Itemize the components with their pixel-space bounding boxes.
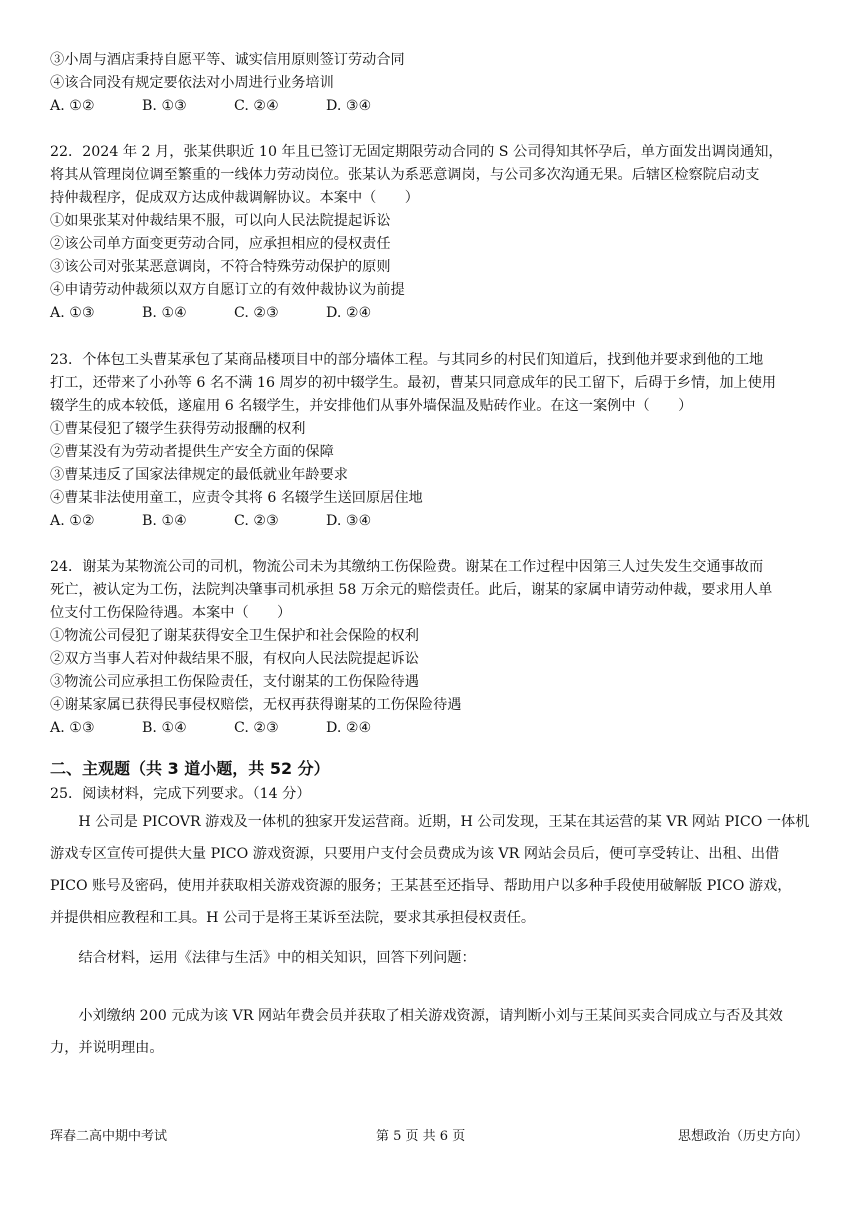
option-statement: ①物流公司侵犯了谢某获得安全卫生保护和社会保险的权利	[50, 628, 419, 644]
question-25-heading: 25．阅读材料，完成下列要求。（14 分）	[50, 786, 311, 802]
option-statement: ③小周与酒店秉持自愿平等、诚实信用原则签订劳动合同	[50, 52, 405, 68]
footer-subject: 思想政治（历史方向）	[677, 1129, 808, 1144]
choice-d[interactable]: D. ③④	[326, 513, 372, 529]
choice-c[interactable]: C. ②④	[234, 98, 279, 114]
question-paragraph: 力，并说明理由。	[50, 1040, 164, 1056]
question-23-stem: 23．个体包工头曹某承包了某商品楼项目中的部分墙体工程。与其同乡的村民们知道后，找到他并要求到他的工地	[50, 352, 764, 368]
question-24-stem: 位支付工伤保险待遇。本案中（ ）	[50, 605, 292, 621]
instruction-paragraph: 结合材料，运用《法律与生活》中的相关知识，回答下列问题：	[50, 950, 476, 966]
option-statement: ②该公司单方面变更劳动合同，应承担相应的侵权责任	[50, 236, 391, 252]
answer-choices	[50, 511, 418, 531]
footer-page-number: 第 5 页 共 6 页	[376, 1129, 466, 1144]
material-paragraph: PICO 账号及密码，使用并获取相关游戏资源的服务；王某甚至还指导、帮助用户以多种手段使用破解版 PICO 游戏，	[50, 878, 792, 894]
material-paragraph: 并提供相应教程和工具。H 公司于是将王某诉至法院，要求其承担侵权责任。	[50, 910, 536, 926]
question-24-stem: 24．谢某为某物流公司的司机，物流公司未为其缴纳工伤保险费。谢某在工作过程中因第三人过失发生交通事故而	[50, 559, 764, 575]
option-statement: ④该合同没有规定要依法对小周进行业务培训	[50, 75, 334, 91]
choice-a[interactable]: A. ①③	[50, 305, 95, 321]
material-paragraph: 游戏专区宣传可提供大量 PICO 游戏资源，只要用户支付会员费成为该 VR 网站会员后，便可享受转让、出租、出借	[50, 846, 780, 862]
question-22-stem: 持仲裁程序，促成双方达成仲裁调解协议。本案中（ ）	[50, 190, 419, 206]
answer-choices	[50, 96, 418, 116]
option-statement: ③物流公司应承担工伤保险责任，支付谢某的工伤保险待遇	[50, 674, 419, 690]
option-statement: ②曹某没有为劳动者提供生产安全方面的保障	[50, 444, 334, 460]
option-statement: ①如果张某对仲裁结果不服，可以向人民法院提起诉讼	[50, 213, 391, 229]
answer-choices	[50, 303, 418, 323]
option-statement: ④申请劳动仲裁须以双方自愿订立的有效仲裁协议为前提	[50, 282, 405, 298]
choice-a[interactable]: A. ①②	[50, 513, 95, 529]
choice-a[interactable]: A. ①②	[50, 98, 95, 114]
choice-d[interactable]: D. ②④	[326, 305, 372, 321]
option-statement: ④曹某非法使用童工，应责令其将 6 名辍学生送回原居住地	[50, 490, 423, 506]
choice-c[interactable]: C. ②③	[234, 513, 279, 529]
choice-b[interactable]: B. ①④	[142, 720, 187, 736]
choice-b[interactable]: B. ①④	[142, 305, 187, 321]
option-statement: ③该公司对张某恶意调岗，不符合特殊劳动保护的原则	[50, 259, 391, 275]
choice-c[interactable]: C. ②③	[234, 720, 279, 736]
material-paragraph: H 公司是 PICOVR 游戏及一体机的独家开发运营商。近期，H 公司发现，王某在其运营的某 VR 网站 PICO 一体机	[50, 814, 810, 830]
choice-b[interactable]: B. ①③	[142, 98, 187, 114]
option-statement: ③曹某违反了国家法律规定的最低就业年龄要求	[50, 467, 348, 483]
answer-choices	[50, 718, 418, 738]
choice-d[interactable]: D. ②④	[326, 720, 372, 736]
option-statement: ②双方当事人若对仲裁结果不服，有权向人民法院提起诉讼	[50, 651, 419, 667]
footer-school: 珲春二高中期中考试	[50, 1129, 168, 1144]
option-statement: ④谢某家属已获得民事侵权赔偿，无权再获得谢某的工伤保险待遇	[50, 697, 462, 713]
question-24-stem: 死亡，被认定为工伤，法院判决肇事司机承担 58 万余元的赔偿责任。此后，谢某的家属申请劳动仲裁，要求用人单	[50, 582, 773, 598]
question-paragraph: 小刘缴纳 200 元成为该 VR 网站年费会员并获取了相关游戏资源，请判断小刘与王某间买卖合同成立与否及其效	[50, 1008, 783, 1024]
choice-d[interactable]: D. ③④	[326, 98, 372, 114]
choice-a[interactable]: A. ①③	[50, 720, 95, 736]
question-22-stem: 将其从管理岗位调至繁重的一线体力劳动岗位。张某认为系恶意调岗，与公司多次沟通无果。后辖区检察院启动支	[50, 167, 760, 183]
question-23-stem: 辍学生的成本较低，遂雇用 6 名辍学生，并安排他们从事外墙保温及贴砖作业。在这一案例中（ ）	[50, 398, 693, 414]
choice-c[interactable]: C. ②③	[234, 305, 279, 321]
question-22-stem: 22．2024 年 2 月，张某供职近 10 年且已签订无固定期限劳动合同的 S 公司得知其怀孕后，单方面发出调岗通知，	[50, 144, 783, 160]
section-title: 二、主观题（共 3 道小题，共 52 分）	[50, 759, 330, 778]
question-23-stem: 打工，还带来了小孙等 6 名不满 16 周岁的初中辍学生。最初，曹某只同意成年的民工留下，后碍于乡情，加上使用	[50, 375, 777, 391]
choice-b[interactable]: B. ①④	[142, 513, 187, 529]
option-statement: ①曹某侵犯了辍学生获得劳动报酬的权利	[50, 421, 306, 437]
